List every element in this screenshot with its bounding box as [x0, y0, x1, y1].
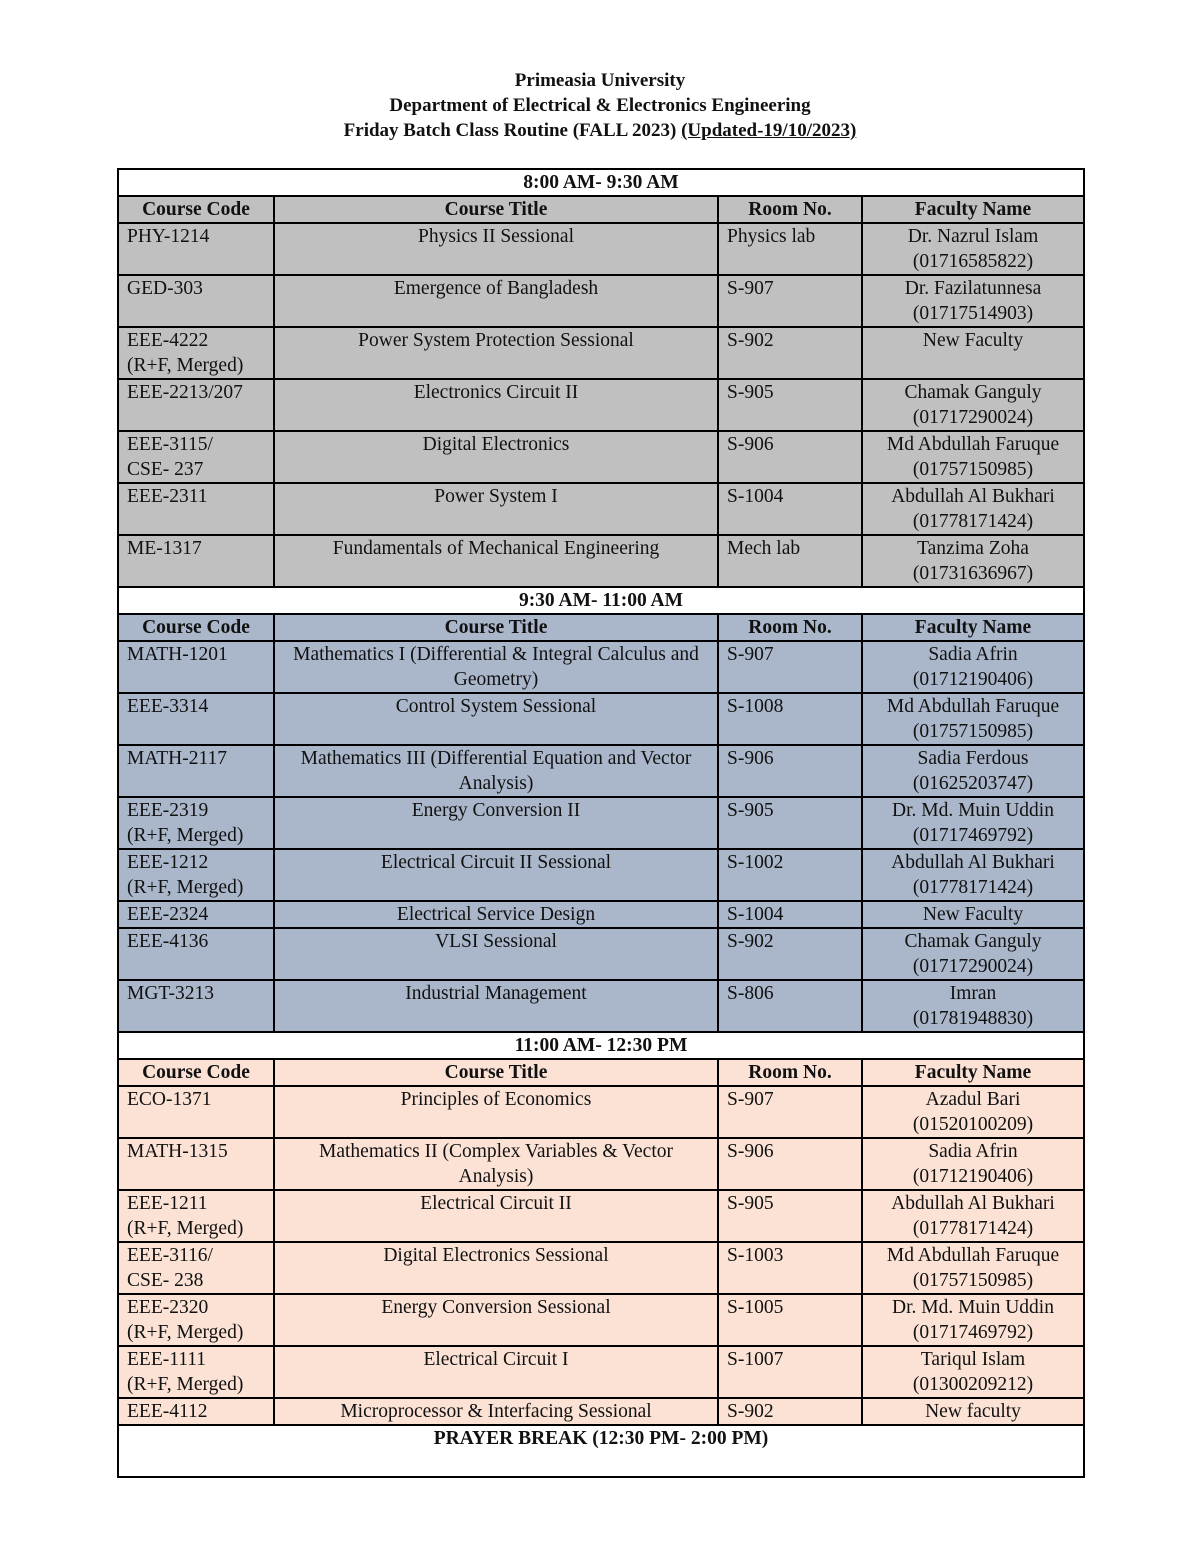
faculty-line: (01717290024)	[912, 956, 1034, 977]
room-no: S-906	[718, 745, 862, 797]
faculty-line: Md Abdullah Faruque	[886, 696, 1060, 717]
table-row	[118, 1138, 1084, 1190]
faculty-line: (01757150985)	[912, 1270, 1034, 1291]
faculty-line: Imran	[949, 983, 997, 1004]
course-title: Mathematics II (Complex Variables & Vector Analysis)	[274, 1138, 718, 1190]
table-row	[118, 928, 1084, 980]
routine-body	[118, 169, 1084, 1477]
faculty-name	[862, 275, 1084, 327]
course-code-line: EEE-2311	[127, 486, 208, 507]
course-code-line: MATH-1315	[127, 1141, 228, 1162]
updated-date: (Updated-19/10/2023)	[681, 120, 857, 141]
course-code	[118, 745, 274, 797]
course-code	[118, 1242, 274, 1294]
course-code	[118, 928, 274, 980]
course-code-line: (R+F, Merged)	[127, 825, 244, 846]
room-no: S-902	[718, 327, 862, 379]
room-no: Physics lab	[718, 223, 862, 275]
header-course-code: Course Code	[118, 614, 274, 641]
time-slot-label: 8:00 AM- 9:30 AM	[118, 169, 1084, 196]
course-code-line: (R+F, Merged)	[127, 1218, 244, 1239]
faculty-name	[862, 693, 1084, 745]
course-code-line: EEE-1212	[127, 852, 209, 873]
course-code	[118, 379, 274, 431]
faculty-line: (01712190406)	[912, 1166, 1034, 1187]
faculty-line: (01300209212)	[912, 1374, 1034, 1395]
time-slot-row	[118, 587, 1084, 614]
course-code-line: (R+F, Merged)	[127, 1374, 244, 1395]
header-faculty-name: Faculty Name	[862, 1059, 1084, 1086]
faculty-name	[862, 483, 1084, 535]
course-code	[118, 1346, 274, 1398]
department-name: Department of Electrical & Electronics Engineering	[389, 95, 811, 116]
course-code	[118, 223, 274, 275]
course-title: Electrical Circuit I	[274, 1346, 718, 1398]
room-no: S-907	[718, 1086, 862, 1138]
table-row	[118, 1398, 1084, 1425]
course-code-line: EEE-3314	[127, 696, 209, 717]
faculty-line: Dr. Fazilatunnesa	[904, 278, 1042, 299]
course-title: Digital Electronics	[274, 431, 718, 483]
room-no: S-906	[718, 1138, 862, 1190]
table-row	[118, 223, 1084, 275]
faculty-line: (01731636967)	[912, 563, 1034, 584]
faculty-line: (01625203747)	[912, 773, 1034, 794]
course-title: Electrical Service Design	[274, 901, 718, 928]
column-header-row	[118, 614, 1084, 641]
table-row	[118, 1190, 1084, 1242]
faculty-line: Md Abdullah Faruque	[886, 434, 1060, 455]
room-no: S-1007	[718, 1346, 862, 1398]
faculty-name	[862, 1346, 1084, 1398]
faculty-line: Abdullah Al Bukhari	[891, 852, 1055, 873]
faculty-line: Sadia Ferdous	[917, 748, 1029, 769]
course-code-line: (R+F, Merged)	[127, 877, 244, 898]
time-slot-label: 11:00 AM- 12:30 PM	[118, 1032, 1084, 1059]
faculty-line: (01757150985)	[912, 459, 1034, 480]
course-code-line: ECO-1371	[127, 1089, 212, 1110]
course-code	[118, 327, 274, 379]
course-title: Electrical Circuit II	[274, 1190, 718, 1242]
faculty-name	[862, 849, 1084, 901]
course-code-line: EEE-2319	[127, 800, 209, 821]
room-no: S-1008	[718, 693, 862, 745]
room-no: S-1005	[718, 1294, 862, 1346]
course-title: Industrial Management	[274, 980, 718, 1032]
faculty-line: (01717514903)	[912, 303, 1034, 324]
faculty-line: Abdullah Al Bukhari	[891, 486, 1055, 507]
header-course-title: Course Title	[274, 196, 718, 223]
course-code	[118, 849, 274, 901]
course-code-line: EEE-2320	[127, 1297, 209, 1318]
course-code-line: EEE-1111	[127, 1349, 207, 1370]
faculty-line: (01712190406)	[912, 669, 1034, 690]
course-title: Electronics Circuit II	[274, 379, 718, 431]
table-row	[118, 849, 1084, 901]
faculty-name	[862, 1242, 1084, 1294]
course-code	[118, 641, 274, 693]
room-no: Mech lab	[718, 535, 862, 587]
course-title: Principles of Economics	[274, 1086, 718, 1138]
faculty-name	[862, 327, 1084, 379]
time-slot-label: 9:30 AM- 11:00 AM	[118, 587, 1084, 614]
course-title: Fundamentals of Mechanical Engineering	[274, 535, 718, 587]
room-no: S-1002	[718, 849, 862, 901]
course-code-line: CSE- 237	[127, 459, 204, 480]
faculty-name	[862, 1190, 1084, 1242]
header-room-no: Room No.	[718, 1059, 862, 1086]
course-title: Microprocessor & Interfacing Sessional	[274, 1398, 718, 1425]
faculty-name	[862, 223, 1084, 275]
room-no: S-905	[718, 379, 862, 431]
room-no: S-1004	[718, 901, 862, 928]
faculty-name	[862, 1398, 1084, 1425]
faculty-line: (01781948830)	[912, 1008, 1034, 1029]
faculty-line: (01778171424)	[912, 511, 1034, 532]
course-code-line: ME-1317	[127, 538, 202, 559]
header-course-code: Course Code	[118, 196, 274, 223]
course-code	[118, 1398, 274, 1425]
column-header-row	[118, 1059, 1084, 1086]
prayer-break-row	[118, 1425, 1084, 1477]
course-code	[118, 1138, 274, 1190]
table-row	[118, 275, 1084, 327]
course-code-line: EEE-3116/	[127, 1245, 213, 1266]
course-code	[118, 1086, 274, 1138]
course-title: Physics II Sessional	[274, 223, 718, 275]
header-course-title: Course Title	[274, 614, 718, 641]
header-room-no: Room No.	[718, 196, 862, 223]
faculty-line: New Faculty	[922, 904, 1024, 925]
faculty-line: Tariqul Islam	[920, 1349, 1026, 1370]
time-slot-row	[118, 169, 1084, 196]
university-name: Primeasia University	[514, 70, 686, 91]
table-row	[118, 797, 1084, 849]
faculty-line: (01717469792)	[912, 1322, 1034, 1343]
room-no: S-1004	[718, 483, 862, 535]
table-row	[118, 980, 1084, 1032]
table-row	[118, 1346, 1084, 1398]
prayer-break-label: PRAYER BREAK (12:30 PM- 2:00 PM)	[118, 1425, 1084, 1477]
document-header	[0, 68, 1200, 143]
course-code	[118, 980, 274, 1032]
course-title: Mathematics III (Differential Equation and Vector Analysis)	[274, 745, 718, 797]
faculty-name	[862, 379, 1084, 431]
faculty-name	[862, 1138, 1084, 1190]
course-title: Power System I	[274, 483, 718, 535]
faculty-name	[862, 535, 1084, 587]
room-no: S-806	[718, 980, 862, 1032]
faculty-line: Chamak Ganguly	[904, 382, 1042, 403]
course-code	[118, 1190, 274, 1242]
faculty-line: Tanzima Zoha	[917, 538, 1029, 559]
faculty-line: Md Abdullah Faruque	[886, 1245, 1060, 1266]
course-title: VLSI Sessional	[274, 928, 718, 980]
course-code	[118, 693, 274, 745]
course-code-line: CSE- 238	[127, 1270, 204, 1291]
faculty-line: Dr. Md. Muin Uddin	[892, 800, 1054, 821]
course-code	[118, 431, 274, 483]
course-code-line: MGT-3213	[127, 983, 215, 1004]
course-code	[118, 483, 274, 535]
table-row	[118, 327, 1084, 379]
faculty-name	[862, 928, 1084, 980]
table-row	[118, 483, 1084, 535]
table-row	[118, 693, 1084, 745]
header-faculty-name: Faculty Name	[862, 614, 1084, 641]
faculty-name	[862, 797, 1084, 849]
column-header-row	[118, 196, 1084, 223]
course-code-line: EEE-2213/207	[127, 382, 243, 403]
course-title: Energy Conversion II	[274, 797, 718, 849]
faculty-name	[862, 980, 1084, 1032]
table-row	[118, 901, 1084, 928]
course-title: Electrical Circuit II Sessional	[274, 849, 718, 901]
time-slot-row	[118, 1032, 1084, 1059]
table-row	[118, 1086, 1084, 1138]
faculty-line: (01778171424)	[912, 877, 1034, 898]
room-no: S-905	[718, 797, 862, 849]
course-code-line: PHY-1214	[127, 226, 210, 247]
course-code-line: EEE-4222	[127, 330, 209, 351]
room-no: S-902	[718, 928, 862, 980]
faculty-name	[862, 1294, 1084, 1346]
room-no: S-906	[718, 431, 862, 483]
course-title: Emergence of Bangladesh	[274, 275, 718, 327]
header-faculty-name: Faculty Name	[862, 196, 1084, 223]
faculty-line: (01716585822)	[912, 251, 1034, 272]
header-room-no: Room No.	[718, 614, 862, 641]
faculty-line: Chamak Ganguly	[904, 931, 1042, 952]
faculty-line: New Faculty	[922, 330, 1024, 351]
course-code-line: MATH-2117	[127, 748, 228, 769]
header-course-code: Course Code	[118, 1059, 274, 1086]
course-code-line: EEE-4112	[127, 1401, 208, 1422]
course-code-line: (R+F, Merged)	[127, 1322, 244, 1343]
course-code	[118, 901, 274, 928]
header-course-title: Course Title	[274, 1059, 718, 1086]
course-title: Control System Sessional	[274, 693, 718, 745]
faculty-line: (01520100209)	[912, 1114, 1034, 1135]
course-code	[118, 1294, 274, 1346]
faculty-line: (01757150985)	[912, 721, 1034, 742]
routine-title	[0, 118, 1200, 143]
faculty-line: Abdullah Al Bukhari	[891, 1193, 1055, 1214]
room-no: S-907	[718, 275, 862, 327]
faculty-name	[862, 901, 1084, 928]
room-no: S-1003	[718, 1242, 862, 1294]
course-title: Energy Conversion Sessional	[274, 1294, 718, 1346]
room-no: S-902	[718, 1398, 862, 1425]
room-no: S-905	[718, 1190, 862, 1242]
course-title: Digital Electronics Sessional	[274, 1242, 718, 1294]
class-routine-table	[117, 168, 1085, 1478]
faculty-line: Azadul Bari	[925, 1089, 1021, 1110]
course-code-line: EEE-1211	[127, 1193, 208, 1214]
course-title: Mathematics I (Differential & Integral Calculus and Geometry)	[274, 641, 718, 693]
table-row	[118, 1294, 1084, 1346]
course-title: Power System Protection Sessional	[274, 327, 718, 379]
room-no: S-907	[718, 641, 862, 693]
faculty-line: Dr. Md. Muin Uddin	[892, 1297, 1054, 1318]
faculty-line: Sadia Afrin	[928, 1141, 1018, 1162]
course-code-line: EEE-4136	[127, 931, 209, 952]
faculty-line: Sadia Afrin	[928, 644, 1018, 665]
course-code-line: MATH-1201	[127, 644, 228, 665]
table-row	[118, 379, 1084, 431]
course-code-line: GED-303	[127, 278, 203, 299]
table-row	[118, 431, 1084, 483]
faculty-name	[862, 641, 1084, 693]
course-code	[118, 797, 274, 849]
faculty-line: Dr. Nazrul Islam	[907, 226, 1039, 247]
faculty-name	[862, 431, 1084, 483]
faculty-line: (01717469792)	[912, 825, 1034, 846]
table-row	[118, 641, 1084, 693]
table-row	[118, 535, 1084, 587]
faculty-name	[862, 1086, 1084, 1138]
course-code-line: EEE-2324	[127, 904, 209, 925]
course-code-line: EEE-3115/	[127, 434, 213, 455]
routine-title-text: Friday Batch Class Routine (FALL 2023)	[343, 120, 677, 141]
course-code	[118, 275, 274, 327]
course-code-line: (R+F, Merged)	[127, 355, 244, 376]
faculty-line: (01717290024)	[912, 407, 1034, 428]
table-row	[118, 745, 1084, 797]
course-code	[118, 535, 274, 587]
table-row	[118, 1242, 1084, 1294]
faculty-line: New faculty	[925, 1401, 1021, 1422]
faculty-line: (01778171424)	[912, 1218, 1034, 1239]
faculty-name	[862, 745, 1084, 797]
